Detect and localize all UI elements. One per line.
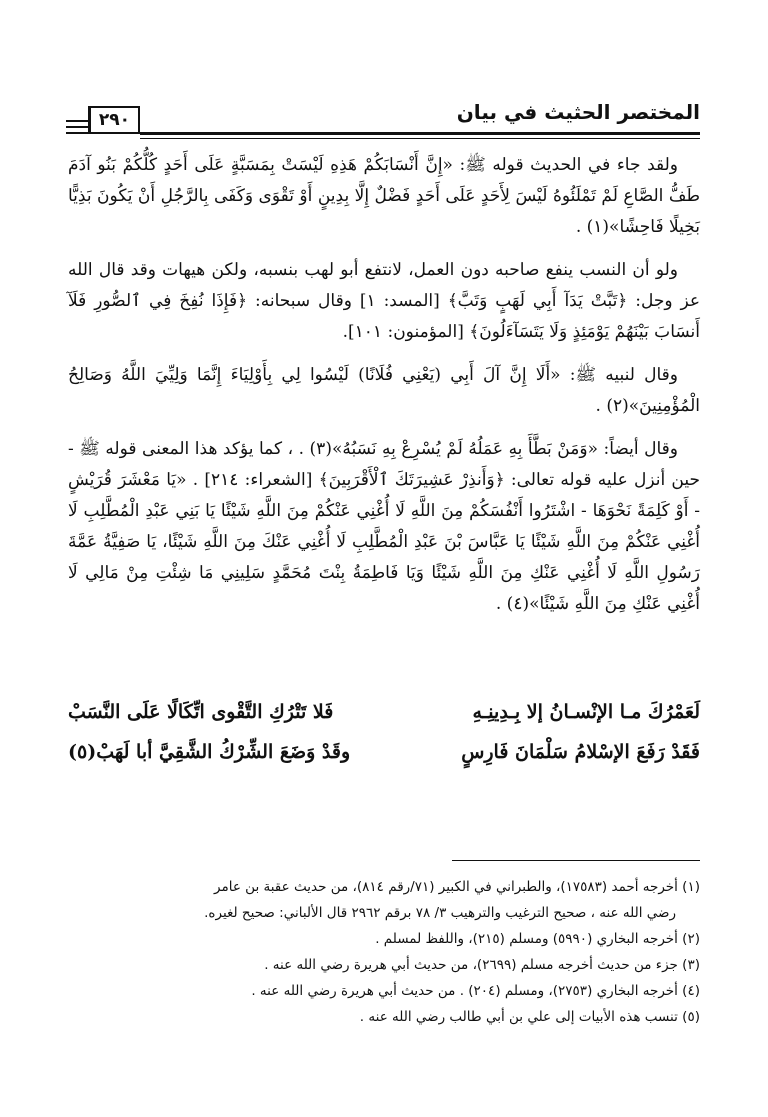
paragraph: ولو أن النسب ينفع صاحبه دون العمل، لانتفع أبو لهب بنسبه، ولكن هيهات وقد قال الله عز وجل: ﴿تَبَّتْ يَدَآ أَبِي لَهَبٍ وَتَبَّ﴾ [المسد: ١] وقال سبحانه: ﴿فَإِذَا نُفِخَ فِي ٱلصُّورِ فَلَآ أَنسَابَ بَيْنَهُمْ يَوْمَئِذٍ وَلَا يَتَسَآءَلُونَ﴾ [المؤمنون: ١٠١].: [68, 260, 701, 342]
footnotes: [68, 874, 700, 1030]
main-text: [68, 150, 700, 632]
paragraph: وقال أيضاً: «وَمَنْ بَطَّأَ بِهِ عَمَلُهُ لَمْ يُسْرِعْ بِهِ نَسَبُهُ»(٣) . ، كما يؤكد هذا المعنى قوله ﷺ - حين أنزل عليه قوله تعالى: ﴿وَأَنذِرْ عَشِيرَتَكَ ٱلْأَقْرَبِينَ﴾ [الشعراء: ٢١٤] . «يَا مَعْشَرَ قُرَيْشٍ - أَوْ كَلِمَةً نَحْوَهَا - اشْتَرُوا أَنْفُسَكُمْ مِنَ اللَّهِ لَا أُغْنِي عَنْكُمْ مِنَ اللَّهِ شَيْئًا يَا بَنِي عَبْدِ الْمُطَّلِبِ لَا أُغْنِي عَنْكُمْ مِنَ اللَّهِ شَيْئًا يَا عَبَّاسَ بْنَ عَبْدِ الْمُطَّلِبِ لَا أُغْنِي عَنْكَ مِنَ اللَّهِ شَيْئًا، يَا صَفِيَّةُ عَمَّةَ رَسُولِ اللَّهِ لَا أُغْنِي عَنْكِ مِنَ اللَّهِ شَيْئًا وَيَا فَاطِمَةُ بِنْتَ مُحَمَّدٍ سَلِينِي مَا شِئْتِ مِنْ مَالِي لَا أُغْنِي عَنْكِ مِنَ اللَّهِ شَيْئًا»(٤) .: [68, 439, 700, 614]
footnote: (٢) أخرجه البخاري (٥٩٩٠) ومسلم (٢١٥)، واللفظ لمسلم .: [375, 931, 700, 947]
verse-first-half: فَقَدْ رَفَعَ الإسْلامُ سَلْمَانَ فَارِسٍ: [461, 741, 700, 763]
header-rule-thin: [140, 138, 700, 139]
header-rule: [140, 132, 700, 135]
running-title: المختصر الحثيث في بيان: [456, 100, 700, 124]
verse: [68, 732, 700, 772]
verse-second-half: وقَدْ وَضَعَ الشِّرْكُ الشَّقِيَّ أبا لَهَبْ(٥): [68, 741, 351, 763]
footnote: (٤) أخرجه البخاري (٢٧٥٣)، ومسلم (٢٠٤) . من حديث أبي هريرة رضي الله عنه .: [251, 983, 700, 999]
verse-first-half: لَعَمْرُكَ مـا الإنْسـانُ إلا بِـدِينِـهِ: [472, 701, 700, 723]
footnote: (٣) جزء من حديث أخرجه مسلم (٢٦٩٩)، من حديث أبي هريرة رضي الله عنه .: [264, 957, 700, 973]
page-number: ٢٩٠: [88, 106, 140, 134]
header-ornament: [66, 120, 88, 138]
paragraph: ولقد جاء في الحديث قوله ﷺ: «إِنَّ أَنْسَابَكُمْ هَذِهِ لَيْسَتْ بِمَسَبَّةٍ عَلَى أَحَدٍ كُلُّكُمْ بَنُو آدَمَ طَفُّ الصَّاعِ لَمْ تَمْلَئُوهُ لَيْسَ لِأَحَدٍ عَلَى أَحَدٍ فَضْلٌ إِلَّا بِدِينٍ أَوْ تَقْوَى وَكَفَى بِالرَّجُلِ أَنْ يَكُونَ بَذِيًّا بَخِيلًا فَاحِشًا»(١) .: [68, 155, 700, 237]
verse: [68, 692, 700, 732]
page-header: [68, 98, 700, 142]
footnote: (٥) تنسب هذه الأبيات إلى علي بن أبي طالب رضي الله عنه .: [359, 1009, 700, 1025]
poem: [68, 692, 700, 772]
paragraph: وقال لنبيه ﷺ: «أَلَا إِنَّ آلَ أَبِي (يَعْنِي فُلَانًا) لَيْسُوا لِي بِأَوْلِيَاءَ إِنَّمَا وَلِيِّيَ اللَّهُ وَصَالِحُ الْمُؤْمِنِينَ»(٢) .: [68, 365, 700, 416]
footnote-separator: [452, 860, 700, 861]
footnote-continuation: رضي الله عنه ، صحيح الترغيب والترهيب ٣/ ٧٨ برقم ٢٩٦٢ قال الألباني: صحيح لغيره.: [204, 905, 676, 921]
verse-second-half: فَلا تَتْرُكِ التَّقْوى اتِّكَالًا عَلَى النَّسَبْ: [68, 701, 334, 723]
footnote: (١) أخرجه أحمد (١٧٥٨٣)، والطبراني في الكبير (٧١/رقم ٨١٤)، من حديث عقبة بن عامر: [214, 879, 700, 895]
